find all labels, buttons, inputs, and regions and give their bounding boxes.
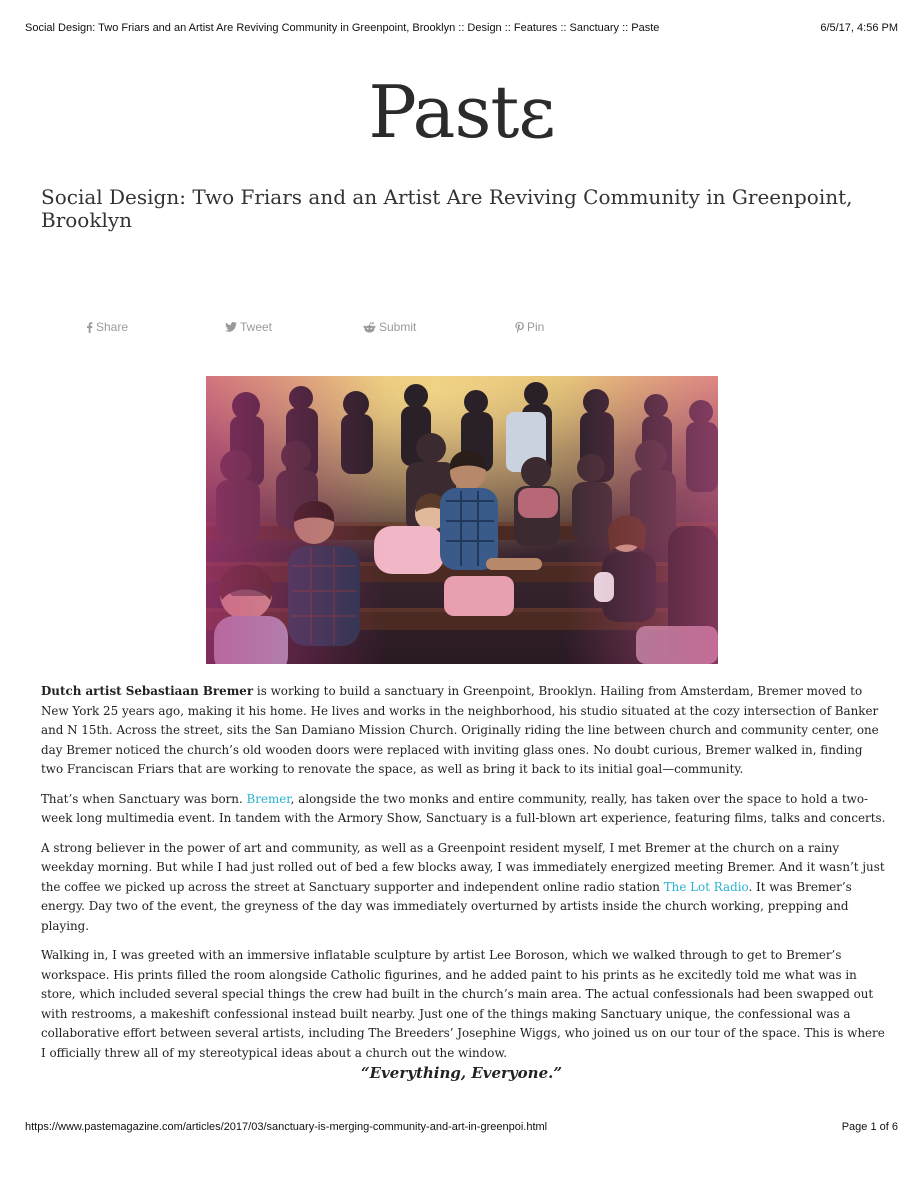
article-headline: Social Design: Two Friars and an Artist Are Reviving Community in Greenpoint, Brooklyn (41, 185, 853, 232)
print-header (25, 22, 898, 38)
paragraph-3-after: . It was Bremer’s energy. Day two of the event, the greyness of the day was immediately overturned by artists inside the church working, prepping and playing. (41, 879, 852, 933)
reddit-submit-button[interactable] (363, 320, 416, 334)
tweet-button[interactable] (225, 320, 272, 334)
church-crowd-photo (206, 376, 718, 664)
paragraph-2 (41, 790, 886, 829)
submit-label: Submit (379, 320, 417, 334)
facebook-icon (86, 322, 93, 333)
lead-artist-name: Dutch artist Sebastiaan Bremer (41, 684, 254, 698)
print-page-number: Page 1 of 6 (841, 1121, 898, 1133)
print-url: https://www.pastemagazine.com/articles/2017/03/sanctuary-is-merging-community-and-art-in-greenpoi.html (25, 1121, 548, 1133)
paragraph-3-before: A strong believer in the power of art and community, as well as a Greenpoint resident myself, I met Bremer at the church on a rainy weekday morning. But while I had just rolled out of bed a few blocks away, I was immediately energized meeting Bremer. And it wasn’t just the coffee we picked up across the street at Sanctuary supporter and independent online radio station (41, 840, 885, 894)
paragraph-2-after: , alongside the two monks and entire community, really, has taken over the space to hold a two-week long multimedia event. In tandem with the Armory Show, Sanctuary is a full-blown art experience, featuring films, talks and concerts. (41, 791, 886, 825)
hero-photo (206, 376, 718, 664)
paragraph-1 (41, 682, 886, 780)
paragraph-4: Walking in, I was greeted with an immersive inflatable sculpture by artist Lee Boroson, which we walked through to get to Bremer’s workspace. His prints filled the room alongside Catholic figurines, and he added paint to his prints as he excitedly told me what was in store, which included several special things the crew had built in the church’s main area. The actual confessionals had been swapped out with restrooms, a makeshift confessional instead built nearby. Just one of the things making Sanctuary unique, the confessional was a collaborative effort between several artists, including The Breeders’ Josephine Wiggs, who joined us on our tour of the space. This is where I officially threw all of my stereotypical ideas about a church out the window. (41, 948, 885, 1060)
paragraph-3 (41, 839, 886, 937)
share-facebook-button[interactable] (86, 320, 128, 334)
pinterest-icon (515, 322, 524, 333)
pull-quote: “Everything, Everyone.” (361, 1064, 562, 1082)
share-label: Share (96, 320, 129, 334)
share-bar (0, 320, 923, 338)
lot-radio-link[interactable]: The Lot Radio (663, 879, 749, 894)
paragraph-2-before: That’s when Sanctuary was born. (41, 791, 247, 806)
paragraph-1-text: is working to build a sanctuary in Greenpoint, Brooklyn. Hailing from Amsterdam, Bremer moved to New York 25 years ago, making it his home. He lives and works in the neighborhood, his studio situated at the cozy intersection of Banker and N 15th. Across the street, sits the San Damiano Mission Church. Originally riding the line between church and community center, one day Bremer noticed the church’s old wooden doors were replaced with inviting glass ones. No doubt curious, Bremer walked in, finding two Franciscan Friars that are working to renovate the space, as well as bring it back to its initial goal—community. (41, 684, 879, 776)
pin-label: Pin (527, 320, 545, 334)
print-page-title: Social Design: Two Friars and an Artist Are Reviving Community in Greenpoint, Brooklyn :: Design :: Features :: Sanctuary :: Paste (25, 22, 660, 34)
pin-button[interactable] (515, 320, 544, 334)
print-datetime: 6/5/17, 4:56 PM (820, 22, 898, 34)
print-footer (25, 1121, 898, 1137)
article-body (41, 682, 886, 1073)
paste-logo[interactable]: Pastɛ (368, 70, 555, 154)
tweet-label: Tweet (240, 320, 273, 334)
bremer-link[interactable]: Bremer (246, 791, 291, 806)
twitter-icon (225, 322, 237, 332)
reddit-icon (363, 322, 376, 333)
